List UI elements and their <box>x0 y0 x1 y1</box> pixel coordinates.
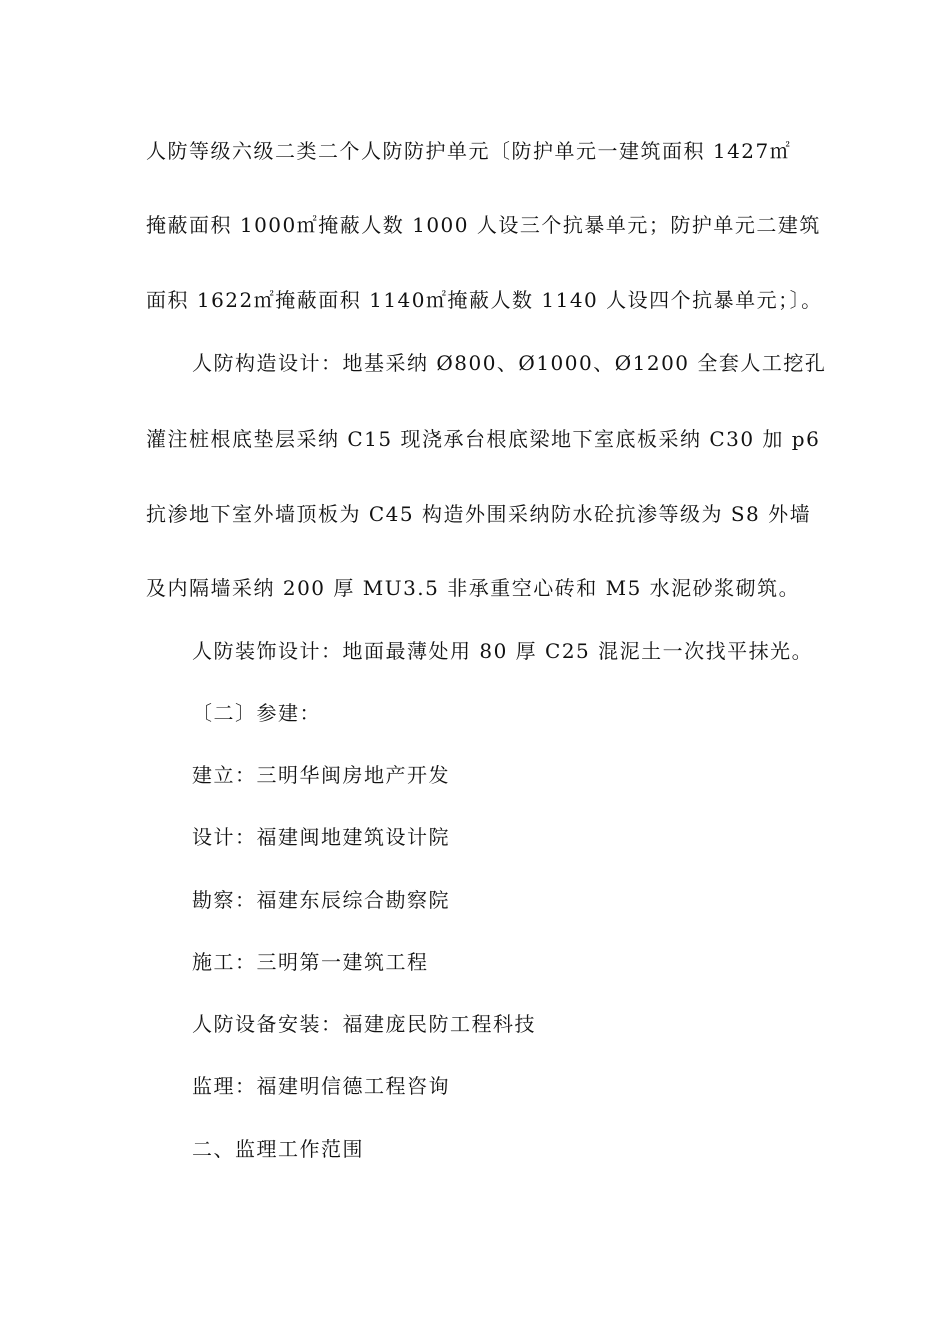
paragraph-line-2: 掩蔽面积 1000㎡掩蔽人数 1000 人设三个抗暴单元；防护单元二建筑 <box>146 213 821 237</box>
paragraph-line-4: 人防构造设计：地基采纳 Ø800、Ø1000、Ø1200 全套人工挖孔 <box>192 351 827 375</box>
paragraph-line-5: 灌注桩根底垫层采纳 C15 现浇承台根底梁地下室底板采纳 C30 加 p6 <box>146 427 821 451</box>
participant-constructor: 施工：三明第一建筑工程 <box>192 950 429 974</box>
paragraph-line-1: 人防等级六级二类二个人防防护单元〔防护单元一建筑面积 1427㎡ <box>146 139 792 163</box>
paragraph-line-7: 及内隔墙采纳 200 厚 MU3.5 非承重空心砖和 M5 水泥砂浆砌筑。 <box>146 576 801 600</box>
paragraph-line-6: 抗渗地下室外墙顶板为 C45 构造外围采纳防水砼抗渗等级为 S8 外墙 <box>146 502 812 526</box>
participant-supervisor: 监理：福建明信德工程咨询 <box>192 1074 450 1098</box>
participant-equipment-installer: 人防设备安装：福建庞民防工程科技 <box>192 1012 536 1036</box>
section-heading-participants: 〔二〕参建： <box>192 701 321 725</box>
paragraph-line-3: 面积 1622㎡掩蔽面积 1140㎡掩蔽人数 1140 人设四个抗暴单元；〕。 <box>146 288 823 312</box>
participant-surveyor: 勘察：福建东辰综合勘察院 <box>192 888 450 912</box>
paragraph-line-8: 人防装饰设计：地面最薄处用 80 厚 C25 混泥土一次找平抹光。 <box>192 639 814 663</box>
section-heading-scope: 二、监理工作范围 <box>192 1137 364 1161</box>
participant-builder: 建立：三明华闽房地产开发 <box>192 763 450 787</box>
participant-designer: 设计：福建闽地建筑设计院 <box>192 825 450 849</box>
